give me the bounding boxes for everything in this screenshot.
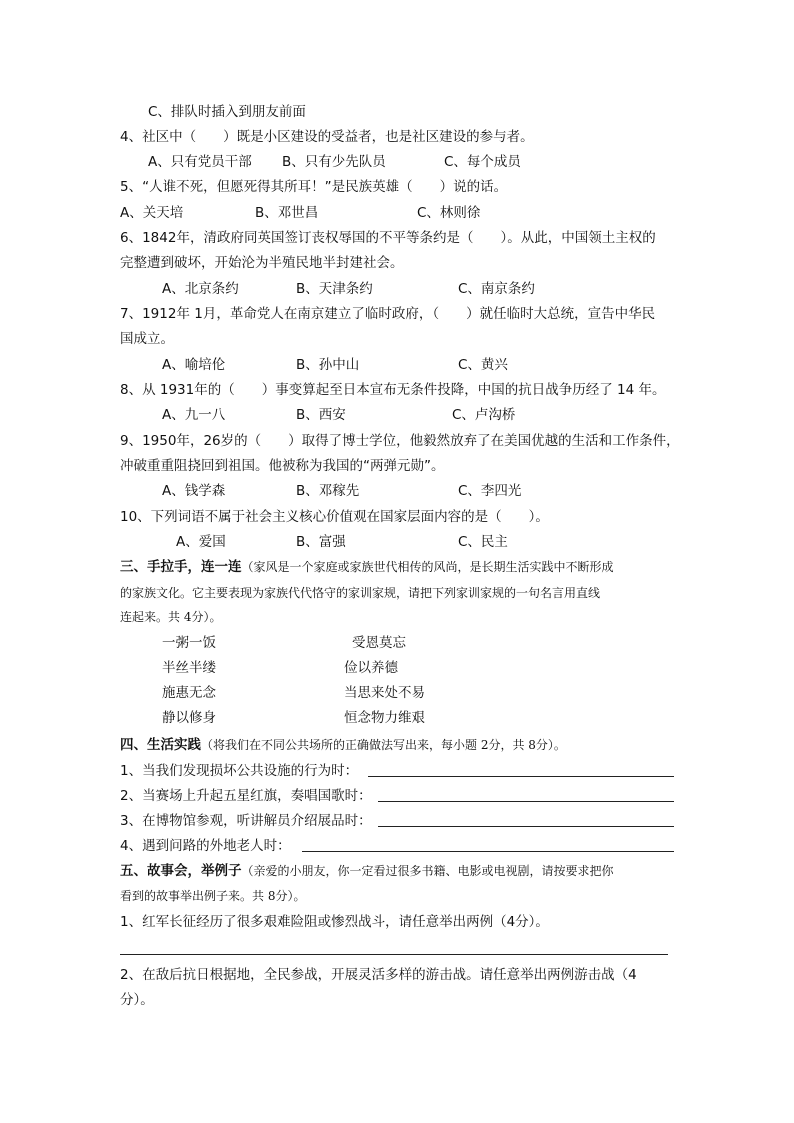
q6-option-c: C、南京条约 [458,281,535,297]
section-5-header [120,862,614,880]
match-right-2[interactable]: 俭以养德 [344,660,398,676]
section-5-desc-line2: 看到的故事举出例子来。共 8分）。 [120,889,306,903]
q4-option-b: B、只有少先队员 [282,154,386,170]
practice-answer-4[interactable] [302,851,674,852]
story-question-1: 1、红军长征经历了很多艰难险阻或惨烈战斗，请任意举出两例（4分）。 [120,914,549,930]
practice-item-1: 1、当我们发现损坏公共设施的行为时： [120,763,359,779]
practice-answer-2[interactable] [378,801,674,802]
q7-stem-line2: 国成立。 [120,331,174,347]
practice-answer-1[interactable] [368,776,674,777]
match-left-1[interactable]: 一粥一饭 [162,635,216,651]
practice-item-3: 3、在博物馆参观，听讲解员介绍展品时： [120,813,372,829]
q8-stem: 8、从 1931年的（ ）事变算起至日本宣布无条件投降，中国的抗日战争历经了 14 年。 [120,382,666,398]
practice-item-2: 2、当赛场上升起五星红旗，奏唱国歌时： [120,788,372,804]
q5-option-a: A、关天培 [120,205,184,221]
section-5-title: 五、故事会，举例子 [120,863,242,879]
practice-item-4: 4、遇到问路的外地老人时： [120,838,291,854]
q3-option-c: C、排队时插入到朋友前面 [148,104,306,120]
story-answer-1[interactable] [120,954,668,955]
q4-option-c: C、每个成员 [444,154,521,170]
q8-option-c: C、卢沟桥 [452,407,516,423]
q7-option-c: C、黄兴 [458,357,508,373]
story-question-2-line2: 分）。 [120,992,154,1008]
section-5-desc-line1: （亲爱的小朋友，你一定看过很多书籍、电影或电视剧，请按要求把你 [241,864,614,878]
q8-option-b: B、西安 [296,407,346,423]
q4-stem: 4、社区中（ ）既是小区建设的受益者，也是社区建设的参与者。 [120,129,534,145]
q6-option-b: B、天津条约 [296,281,373,297]
match-left-3[interactable]: 施惠无念 [162,685,216,701]
q7-option-b: B、孙中山 [296,357,360,373]
q8-option-a: A、九一八 [162,407,226,423]
q4-option-a: A、只有党员干部 [148,154,252,170]
section-3-title: 三、手拉手，连一连 [120,559,242,575]
match-right-1[interactable]: 受恩莫忘 [352,635,406,651]
section-4-title: 四、生活实践 [120,737,201,753]
section-4-desc: （将我们在不同公共场所的正确做法写出来，每小题 2分，共 8分）。 [201,738,566,752]
q5-option-c: C、林则徐 [417,205,481,221]
q7-option-a: A、喻培伦 [162,357,226,373]
match-left-4[interactable]: 静以修身 [162,710,216,726]
q9-option-c: C、李四光 [458,483,522,499]
section-3-desc-line3: 连起来。共 4分）。 [120,610,222,624]
q5-stem: 5、“人谁不死，但愿死得其所耳！”是民族英雄（ ）说的话。 [120,179,508,195]
q7-stem-line1: 7、1912年 1月，革命党人在南京建立了临时政府，（ ）就任临时大总统，宣告中华民 [120,306,656,322]
q5-option-b: B、邓世昌 [255,205,319,221]
practice-answer-3[interactable] [378,826,674,827]
q10-option-c: C、民主 [458,534,508,550]
q6-stem-line1: 6、1842年，清政府同英国签订丧权辱国的不平等条约是（ ）。从此，中国领土主权的 [120,230,656,246]
match-right-3[interactable]: 当思来处不易 [344,685,425,701]
q6-stem-line2: 完整遭到破坏，开始沦为半殖民地半封建社会。 [120,255,404,271]
q10-option-a: A、爱国 [176,534,226,550]
q10-stem: 10、下列词语不属于社会主义核心价值观在国家层面内容的是（ ）。 [120,509,549,525]
q9-option-a: A、钱学森 [162,483,226,499]
q9-option-b: B、邓稼先 [296,483,360,499]
story-question-2-line1: 2、在敌后抗日根据地，全民参战，开展灵活多样的游击战。请任意举出两例游击战（4 [120,967,637,983]
q9-stem-line1: 9、1950年，26岁的（ ）取得了博士学位，他毅然放弃了在美国优越的生活和工作条件， [120,433,680,449]
match-right-4[interactable]: 恒念物力维艰 [344,710,425,726]
q6-option-a: A、北京条约 [162,281,239,297]
section-4-header [120,736,566,754]
q9-stem-line2: 冲破重重阻挠回到祖国。他被称为我国的“两弹元勋”。 [120,458,445,474]
q10-option-b: B、富强 [296,534,346,550]
section-3-desc-line2: 的家族文化。它主要表现为家族代代恪守的家训家规，请把下列家训家规的一句名言用直线 [120,586,601,600]
match-left-2[interactable]: 半丝半缕 [162,660,216,676]
section-3-desc-line1: （家风是一个家庭或家族世代相传的风尚，是长期生活实践中不断形成 [241,560,614,574]
section-3-header [120,558,614,576]
